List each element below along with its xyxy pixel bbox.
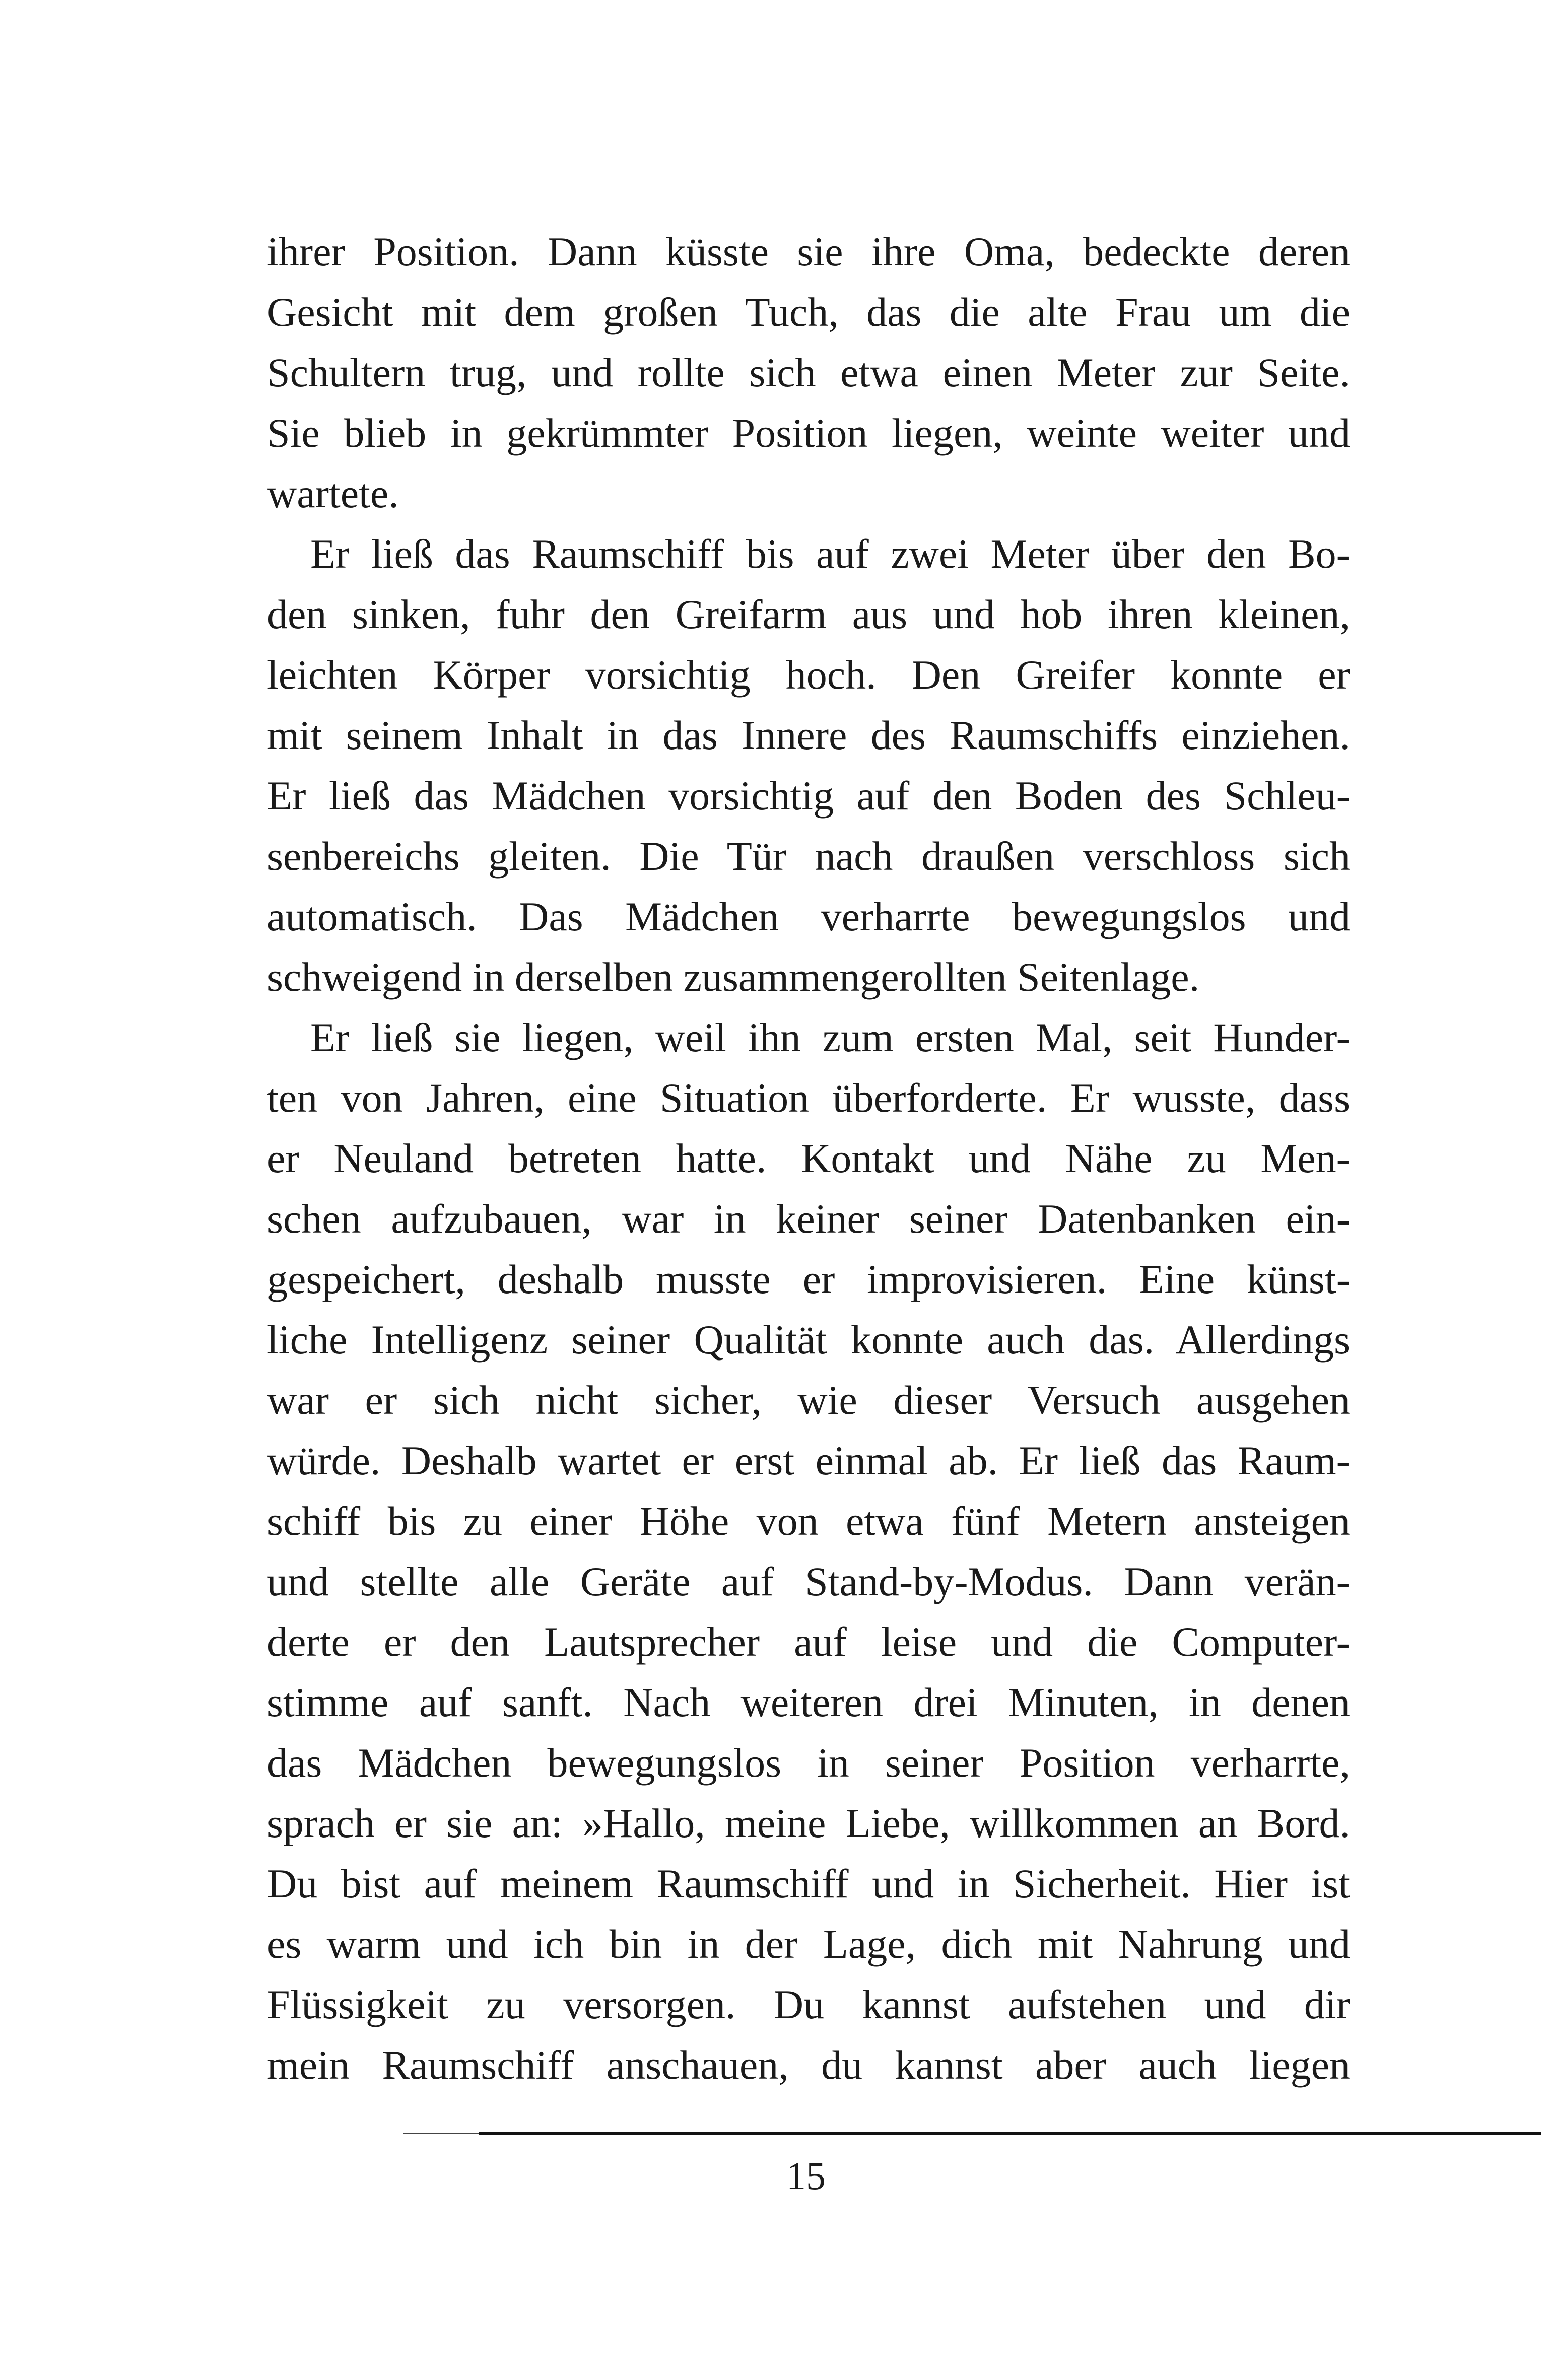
text-line: er Neuland betreten hatte. Kontakt und Nähe zu Men- <box>267 1135 1350 1181</box>
body-text <box>267 222 1350 2095</box>
text-line: Gesicht mit dem großen Tuch, das die alte Frau um die <box>267 289 1350 335</box>
text-line: stimme auf sanft. Nach weiteren drei Minuten, in denen <box>267 1679 1350 1725</box>
text-line: ten von Jahren, eine Situation überforderte. Er wusste, dass <box>267 1075 1350 1121</box>
text-line: Schultern trug, und rollte sich etwa einen Meter zur Seite. <box>267 350 1350 395</box>
text-line: Er ließ das Mädchen vorsichtig auf den Boden des Schleu- <box>267 773 1350 819</box>
text-line: gespeichert, deshalb musste er improvisieren. Eine künst- <box>267 1256 1350 1302</box>
footer-rule-thick <box>479 2132 1541 2135</box>
text-line: wartete. <box>267 470 399 516</box>
text-line: leichten Körper vorsichtig hoch. Den Greifer konnte er <box>267 652 1350 698</box>
page-number: 15 <box>786 2154 826 2198</box>
text-line: schen aufzubauen, war in keiner seiner Datenbanken ein- <box>267 1196 1350 1242</box>
text-line: schiff bis zu einer Höhe von etwa fünf Metern ansteigen <box>267 1498 1350 1544</box>
text-line: mein Raumschiff anschauen, du kannst aber auch liegen <box>267 2042 1350 2088</box>
text-line: derte er den Lautsprecher auf leise und die Computer- <box>267 1619 1350 1665</box>
text-line: Du bist auf meinem Raumschiff und in Sicherheit. Hier ist <box>267 1861 1350 1907</box>
paragraph-3 <box>267 1007 1350 2095</box>
text-line: es warm und ich bin in der Lage, dich mit Nahrung und <box>267 1921 1350 1967</box>
text-line: würde. Deshalb wartet er erst einmal ab. Er ließ das Raum- <box>267 1438 1350 1483</box>
text-line: ihrer Position. Dann küsste sie ihre Oma, bedeckte deren <box>267 229 1350 275</box>
text-line: und stellte alle Geräte auf Stand-by-Modus. Dann verän- <box>267 1558 1350 1604</box>
paragraph-2 <box>267 524 1350 1007</box>
paragraph-1 <box>267 222 1350 524</box>
text-line: Flüssigkeit zu versorgen. Du kannst aufstehen und dir <box>267 1982 1350 2027</box>
text-line: Er ließ sie liegen, weil ihn zum ersten Mal, seit Hunder- <box>310 1014 1350 1060</box>
text-line: Er ließ das Raumschiff bis auf zwei Meter über den Bo- <box>310 531 1350 577</box>
text-line: mit seinem Inhalt in das Innere des Raumschiffs einziehen. <box>267 712 1350 758</box>
text-line: das Mädchen bewegungslos in seiner Position verharrte, <box>267 1740 1350 1786</box>
text-line: sprach er sie an: »Hallo, meine Liebe, willkommen an Bord. <box>267 1800 1350 1846</box>
text-line: den sinken, fuhr den Greifarm aus und hob ihren kleinen, <box>267 591 1350 637</box>
text-line: automatisch. Das Mädchen verharrte bewegungslos und <box>267 894 1350 939</box>
text-line: liche Intelligenz seiner Qualität konnte auch das. Allerdings <box>267 1317 1350 1363</box>
text-line: war er sich nicht sicher, wie dieser Versuch ausgehen <box>267 1377 1350 1423</box>
text-line: Sie blieb in gekrümmter Position liegen, weinte weiter und <box>267 410 1350 456</box>
text-line: schweigend in derselben zusammengerollten Seitenlage. <box>267 954 1200 1000</box>
footer-rule <box>403 2131 1541 2136</box>
text-line: senbereichs gleiten. Die Tür nach draußen verschloss sich <box>267 833 1350 879</box>
